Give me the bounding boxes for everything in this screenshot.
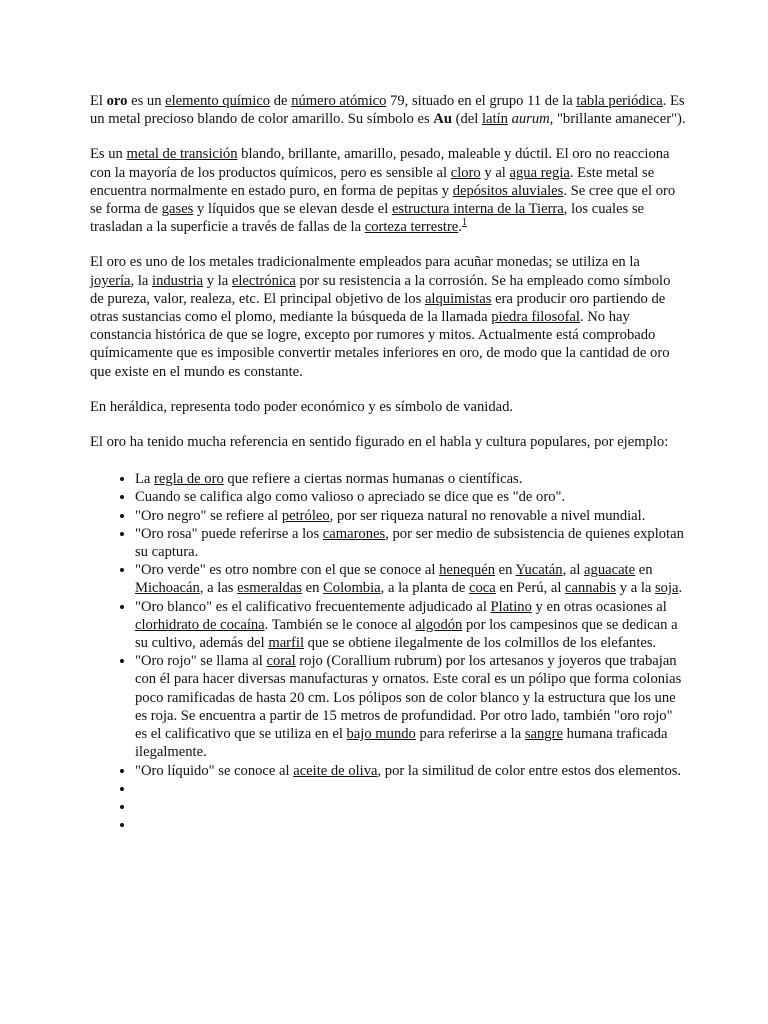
link-electronica[interactable]: electrónica: [231, 272, 296, 289]
link-metal-transicion[interactable]: metal de transición: [126, 146, 238, 163]
link-elemento-quimico[interactable]: elemento químico: [165, 93, 271, 109]
list-item-empty: [135, 816, 686, 834]
list-item: • "Oro rosa" puede referirse a los camarones, por ser medio de subsistencia de quienes explotan su captura.: [135, 525, 686, 561]
link-petroleo[interactable]: petróleo: [281, 507, 330, 524]
link-henequen[interactable]: henequén: [439, 562, 496, 579]
link-coca[interactable]: coca: [468, 580, 496, 597]
term-au: Au: [433, 111, 452, 128]
link-algodon[interactable]: algodón: [415, 616, 463, 633]
link-numero-atomico[interactable]: número atómico: [291, 93, 387, 109]
list-item-empty: [135, 798, 686, 816]
examples-list: [90, 470, 686, 834]
paragraph-uses: El oro es uno de los metales tradicionalmente empleados para acuñar monedas; se utiliza en la joyería, la industria y la electrónica por su resistencia a la corrosión. Se ha empleado como símbolo de pureza, valor, realeza, etc. El principal objetivo de los alquimistas era producir oro partiendo de otras sustancias como el plomo, mediante la búsqueda de la llamada piedra filosofal. No hay constancia histórica de que se logre, excepto por rumores y mitos. Actualmente está comprobado químicamente que es imposible convertir metales inferiores en oro, de modo que la cantidad de oro que existe en el mundo es constante.: [90, 254, 671, 380]
term-aurum: aurum: [511, 111, 550, 128]
link-marfil[interactable]: marfil: [268, 635, 305, 652]
list-item-empty: [135, 780, 686, 798]
link-michoacan[interactable]: Michoacán: [135, 580, 200, 597]
list-item: • Cuando se califica algo como valioso o apreciado se dice que es "de oro".: [135, 488, 686, 506]
link-cannabis[interactable]: cannabis: [565, 580, 617, 597]
paragraph-heraldica: En heráldica, representa todo poder económico y es símbolo de vanidad.: [90, 398, 514, 415]
footnote-ref-1[interactable]: 1: [461, 217, 467, 229]
link-soja[interactable]: soja: [655, 580, 679, 597]
link-joyeria[interactable]: joyería: [90, 272, 131, 289]
link-coral[interactable]: coral: [266, 653, 296, 670]
article-body: [90, 92, 686, 834]
list-item: • "Oro blanco" es el calificativo frecuentemente adjudicado al Platino y en otras ocasiones al clorhidrato de cocaína. También se le conoce al algodón por los campesinos que se dedican a su cultivo, además del marfil que se obtiene ilegalmente de los colmillos de los elefantes.: [135, 598, 686, 653]
term-oro: oro: [106, 93, 128, 109]
link-estructura-interna[interactable]: estructura interna de la Tierra: [391, 201, 564, 218]
list-item: • "Oro líquido" se conoce al aceite de oliva, por la similitud de color entre estos dos elementos.: [135, 762, 686, 780]
link-industria[interactable]: industria: [152, 272, 204, 289]
paragraph-figurado: El oro ha tenido mucha referencia en sentido figurado en el habla y cultura populares, por ejemplo:: [90, 434, 669, 451]
link-yucatan[interactable]: Yucatán: [515, 562, 563, 579]
link-bajo-mundo[interactable]: bajo mundo: [346, 726, 416, 743]
paragraph-properties: Es un metal de transición blando, brillante, amarillo, pesado, maleable y dúctil. El oro no reacciona con la mayoría de los productos químicos, pero es sensible al cloro y al agua regia. Este metal se encuentra normalmente en estado puro, en forma de pepitas y depósitos aluviales. Se cree que el oro se forma de gases y líquidos que se elevan desde el estructura interna de la Tierra, los cuales se trasladan a la superficie a través de fallas de la corteza terrestre.$^1$: [90, 146, 676, 236]
link-corteza-terrestre[interactable]: corteza terrestre: [364, 219, 459, 236]
link-depositos-aluviales[interactable]: depósitos aluviales: [452, 182, 564, 199]
link-tabla-periodica[interactable]: tabla periódica: [576, 93, 663, 109]
link-sangre[interactable]: sangre: [524, 726, 563, 743]
link-gases[interactable]: gases: [161, 201, 194, 218]
list-item: • "Oro negro" se refiere al petróleo, por ser riqueza natural no renovable a nivel mundial.: [135, 507, 686, 525]
link-camarones[interactable]: camarones: [322, 525, 386, 542]
link-colombia[interactable]: Colombia: [323, 580, 381, 597]
list-item: • "Oro rojo" se llama al coral rojo (Corallium rubrum) por los artesanos y joyeros que trabajan con él para hacer diversas manufacturas y ornatos. Este coral es un pólipo que forma colonias poco ramificadas de hasta 20 cm. Los pólipos son de color blanco y la estructura que los une es roja. Se encuentra a partir de 15 metros de profundidad. Por otro lado, también "oro rojo" es el calificativo que se utiliza en el bajo mundo para referirse a la sangre humana traficada ilegalmente.: [135, 652, 686, 761]
paragraph-intro: El oro es un elemento químico de número atómico 79, situado en el grupo 11 de la tabla periódica. Es un metal precioso blando de color amarillo. Su símbolo es Au (del latín aurum, "brillante amanecer").: [90, 93, 686, 128]
link-alquimistas[interactable]: alquimistas: [424, 290, 492, 307]
link-aceite-oliva[interactable]: aceite de oliva: [293, 762, 378, 779]
link-clorhidrato-cocaina[interactable]: clorhidrato de cocaína: [135, 616, 265, 633]
list-item: • "Oro verde" es otro nombre con el que se conoce al henequén en Yucatán, al aguacate en Michoacán, a las esmeraldas en Colombia, a la planta de coca en Perú, al cannabis y a la soja.: [135, 561, 686, 597]
link-platino[interactable]: Platino: [490, 598, 532, 615]
link-piedra-filosofal[interactable]: piedra filosofal: [491, 309, 580, 326]
list-item: • La regla de oro que refiere a ciertas normas humanas o científicas.: [135, 470, 686, 488]
link-latin[interactable]: latín: [481, 111, 508, 128]
link-aguacate[interactable]: aguacate: [584, 562, 636, 579]
link-esmeraldas[interactable]: esmeraldas: [237, 580, 302, 597]
link-cloro[interactable]: cloro: [450, 164, 481, 181]
link-agua-regia[interactable]: agua regia: [509, 164, 570, 181]
link-regla-de-oro[interactable]: regla de oro: [154, 471, 224, 488]
